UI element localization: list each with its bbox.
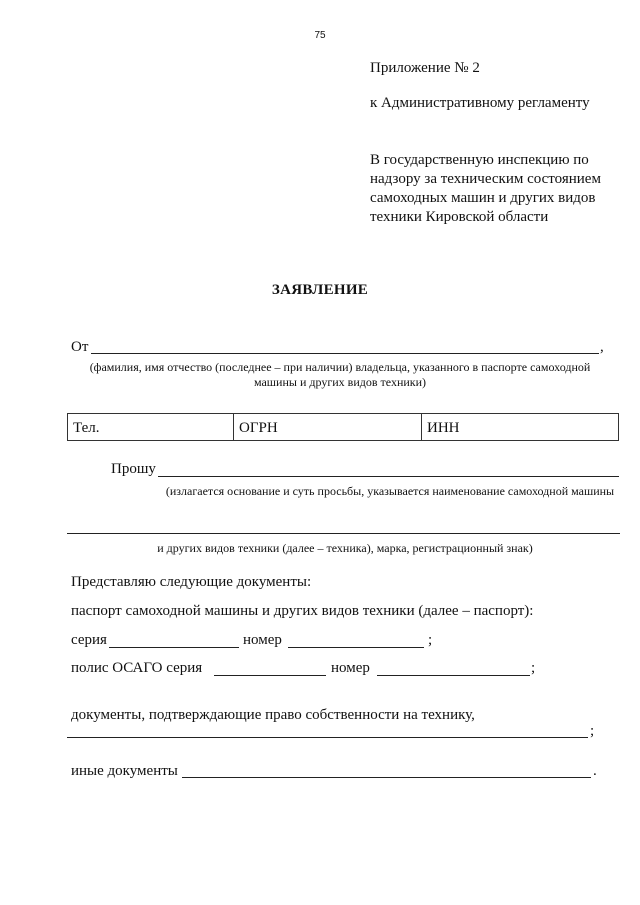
passport-semicolon: ; (428, 632, 433, 648)
request-hint-line2: и других видов техники (далее – техника), марка, регистрационный знак) (157, 541, 533, 555)
osago-number-field[interactable] (377, 675, 530, 676)
request-hint-line1: (излагается основание и суть просьбы, указывается наименование самоходной машины (165, 484, 615, 498)
other-docs-period: . (593, 763, 597, 779)
page-number: 75 (314, 30, 326, 41)
owner-name-hint: (фамилия, имя отчество (последнее – при наличии) владельца, указанного в паспорте самоходной машины и других видов техники) (89, 360, 591, 389)
osago-series-field[interactable] (214, 675, 326, 676)
osago-number-label: номер (331, 660, 370, 676)
osago-series-label: полис ОСАГО серия (71, 660, 203, 676)
document-title: ЗАЯВЛЕНИЕ (271, 282, 369, 298)
from-comma: , (600, 339, 604, 355)
inn-label: ИНН (427, 420, 460, 436)
addressee-block: В государственную инспекцию по надзору за техническим состоянием самоходных машин и других видов техники Кировской области (370, 152, 601, 225)
ogrn-cell[interactable] (234, 414, 422, 440)
ownership-semicolon: ; (590, 723, 595, 739)
phone-cell[interactable] (68, 414, 234, 440)
passport-series-field[interactable] (109, 647, 239, 648)
other-docs-field[interactable] (182, 777, 591, 778)
ownership-docs-field[interactable] (67, 737, 588, 738)
passport-number-field[interactable] (288, 647, 424, 648)
appendix-number: Приложение № 2 (370, 60, 480, 76)
request-field[interactable] (158, 476, 619, 477)
passport-series-label: серия (71, 632, 107, 648)
request-label: Прошу (111, 461, 156, 477)
passport-number-label: номер (243, 632, 282, 648)
documents-heading: Представляю следующие документы: (71, 574, 312, 590)
osago-semicolon: ; (531, 660, 536, 676)
owner-name-field[interactable] (91, 353, 599, 354)
contacts-table (67, 413, 619, 441)
phone-label: Тел. (73, 420, 100, 436)
ownership-docs-label: документы, подтверждающие право собственности на технику, (71, 707, 475, 723)
passport-label: паспорт самоходной машины и других видов техники (далее – паспорт): (71, 603, 534, 619)
request-field-continued[interactable] (67, 533, 620, 534)
from-label: От (71, 339, 89, 355)
other-docs-label: иные документы (71, 763, 178, 779)
ogrn-label: ОГРН (239, 420, 278, 436)
appendix-reference: к Административному регламенту (370, 95, 590, 111)
inn-cell[interactable] (422, 414, 618, 440)
